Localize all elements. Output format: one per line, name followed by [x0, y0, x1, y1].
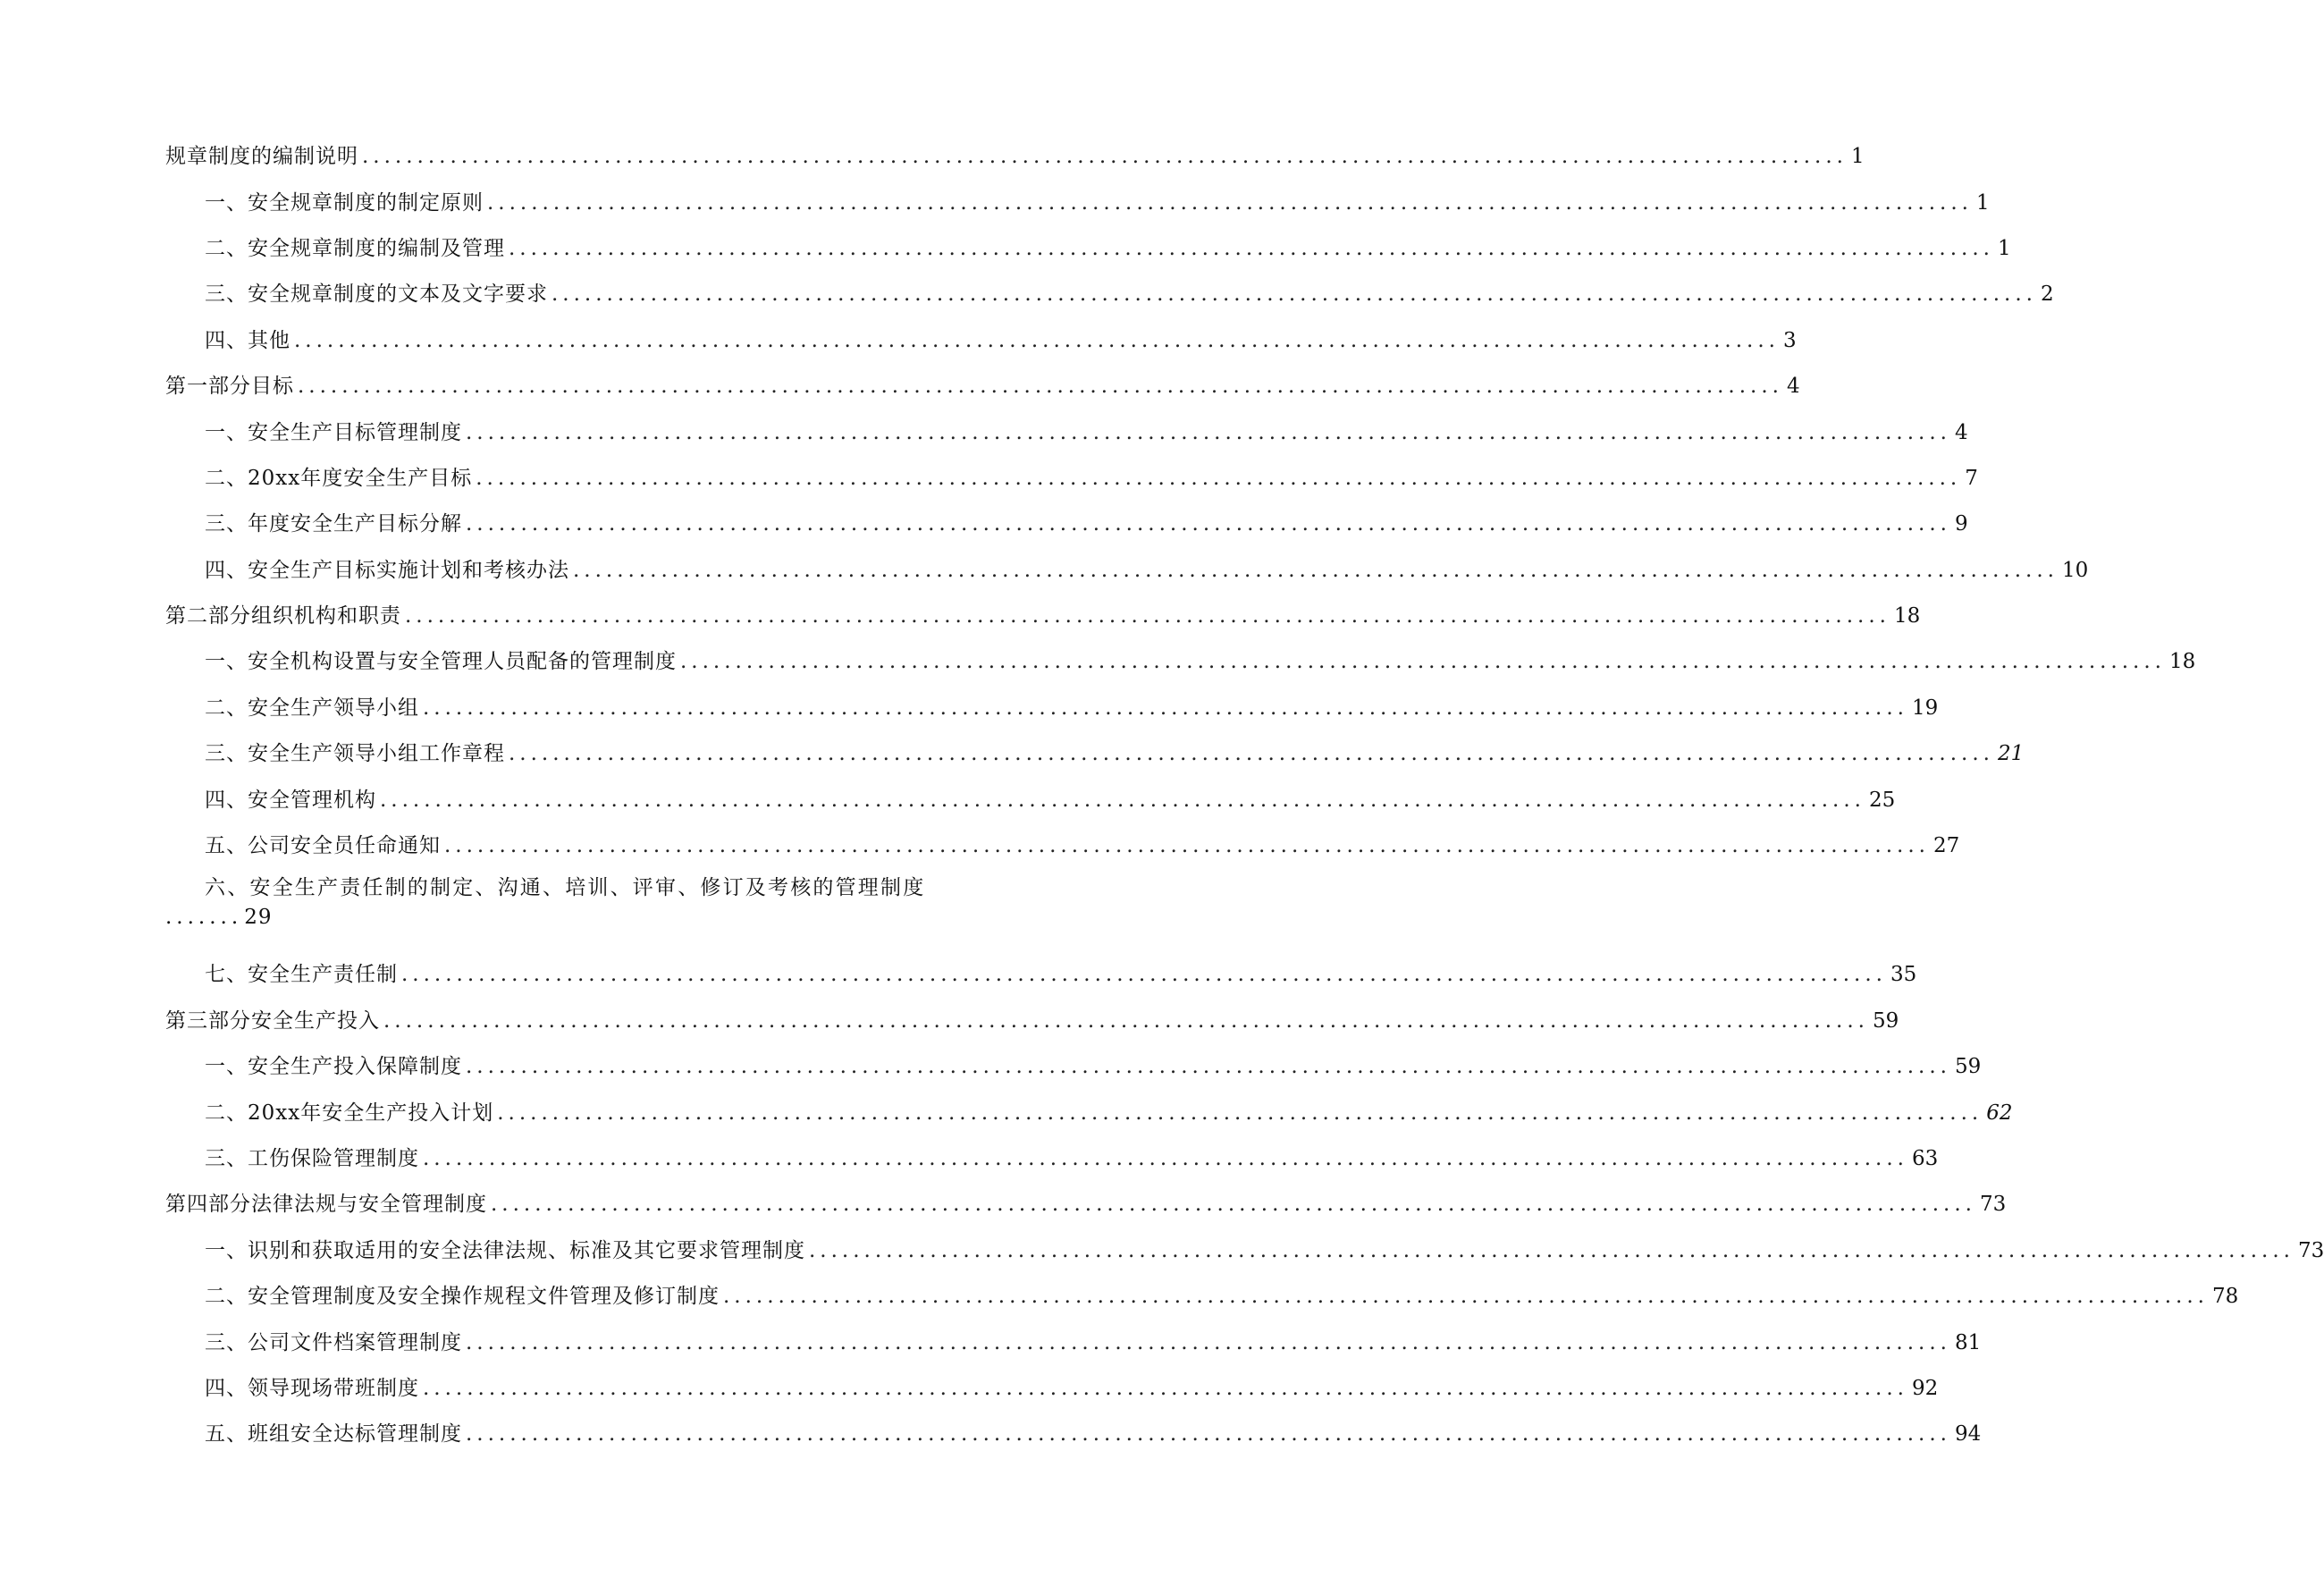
toc-entry-page: 1	[1998, 236, 2011, 260]
dot-leader: .......................................................................................................................................	[573, 558, 2059, 582]
toc-entry[interactable]	[165, 180, 1990, 225]
toc-entry-title: 一、安全生产投入保障制度	[205, 1055, 462, 1079]
toc-entry-page: 73	[1980, 1193, 2007, 1217]
toc-entry[interactable]	[165, 134, 1865, 180]
dot-leader: .......................................................................................................................................	[466, 1055, 1951, 1079]
toc-entry[interactable]	[165, 548, 2089, 594]
toc-entry[interactable]	[165, 952, 1917, 998]
toc-entry-page: 10	[2062, 558, 2089, 582]
toc-entry-title: 四、安全生产目标实施计划和考核办法	[205, 558, 569, 582]
dot-leader: .......................................................................................................................................	[552, 283, 2037, 307]
dot-leader: .......................................................................................................................................	[466, 512, 1951, 536]
dot-leader: .......................................................................................................................................	[680, 650, 2166, 674]
toc-entry-title: 三、公司文件档案管理制度	[205, 1330, 462, 1354]
toc-entry[interactable]	[165, 777, 1896, 822]
toc-entry-page: 3	[1783, 328, 1797, 352]
toc-entry-page: 1	[1851, 145, 1865, 169]
toc-entry[interactable]	[165, 686, 1939, 731]
dot-leader: .......................................................................................................................................	[383, 1008, 1869, 1033]
toc-entry-title: 四、领导现场带班制度	[205, 1376, 419, 1400]
toc-entry[interactable]	[165, 878, 943, 952]
toc-entry-page: 4	[1955, 420, 1968, 444]
dot-leader: .......................................................................................................................................	[362, 145, 1848, 169]
dot-leader: .......	[165, 906, 243, 930]
toc-entry-title: 一、安全规章制度的制定原则	[205, 190, 484, 215]
toc-entry-page: 18	[1894, 604, 1921, 628]
toc-entry-title: 三、年度安全生产目标分解	[205, 512, 462, 536]
toc-entry-title: 第一部分目标	[165, 375, 294, 399]
dot-leader: .......................................................................................................................................	[401, 963, 1887, 987]
toc-entry-title: 第三部分安全生产投入	[165, 1008, 380, 1033]
toc-entry-title: 六、安全生产责任制的制定、沟通、培训、评审、修订及考核的管理制度	[205, 876, 926, 900]
dot-leader: .......................................................................................................................................	[466, 420, 1951, 444]
dot-leader: .......................................................................................................................................	[405, 604, 1890, 628]
dot-leader: .......................................................................................................................................	[423, 1376, 1908, 1400]
toc-entry-page: 94	[1955, 1422, 1982, 1447]
dot-leader: .......................................................................................................................................	[294, 328, 1780, 352]
dot-leader: .......................................................................................................................................	[509, 742, 1994, 766]
toc-entry[interactable]	[165, 999, 1899, 1044]
toc-entry[interactable]	[165, 502, 1968, 547]
toc-entry[interactable]	[165, 364, 1800, 409]
toc-entry-continuation	[165, 907, 943, 928]
toc-entry-title: 二、安全管理制度及安全操作规程文件管理及修订制度	[205, 1285, 720, 1309]
toc-entry[interactable]	[165, 639, 2196, 685]
dot-leader: .......................................................................................................................................	[497, 1101, 1983, 1125]
toc-entry-title: 第四部分法律法规与安全管理制度	[165, 1193, 487, 1217]
toc-entry-page: 35	[1890, 963, 1917, 987]
toc-entry-page: 18	[2169, 650, 2196, 674]
toc-entry[interactable]	[165, 823, 1960, 869]
toc-entry[interactable]	[165, 1182, 2007, 1227]
toc-entry-title: 一、安全机构设置与安全管理人员配备的管理制度	[205, 650, 677, 674]
toc-entry-title: 二、安全规章制度的编制及管理	[205, 236, 505, 260]
toc-entry-title: 一、识别和获取适用的安全法律法规、标准及其它要求管理制度	[205, 1238, 805, 1262]
toc-entry-title: 三、安全生产领导小组工作章程	[205, 742, 505, 766]
toc-entry-page: 1	[1976, 190, 1990, 215]
dot-leader: .......................................................................................................................................	[491, 1193, 1976, 1217]
toc-entry-title: 四、其他	[205, 328, 290, 352]
toc-entry-page: 29	[244, 906, 273, 930]
dot-leader: .......................................................................................................................................	[809, 1238, 2295, 1262]
dot-leader: .......................................................................................................................................	[444, 834, 1930, 858]
toc-entry[interactable]	[165, 272, 2054, 317]
toc-entry-title: 四、安全管理机构	[205, 788, 376, 812]
dot-leader: .......................................................................................................................................	[423, 696, 1908, 720]
toc-entry-page: 81	[1955, 1330, 1982, 1354]
toc-entry[interactable]	[165, 1090, 2013, 1135]
toc-entry-page: 27	[1933, 834, 1960, 858]
toc-entry-title: 三、安全规章制度的文本及文字要求	[205, 283, 548, 307]
toc-entry[interactable]	[165, 1228, 2324, 1274]
dot-leader: .......................................................................................................................................	[509, 236, 1994, 260]
toc-entry[interactable]	[165, 409, 1968, 455]
toc-entry-page: 73	[2298, 1238, 2324, 1262]
toc-entry-title: 五、公司安全员任命通知	[205, 834, 441, 858]
dot-leader: .......................................................................................................................................	[423, 1147, 1908, 1170]
toc-entry-page: 7	[1965, 466, 1978, 490]
toc-entry[interactable]	[165, 1320, 1982, 1365]
toc-entry[interactable]	[165, 226, 2011, 272]
dot-leader: .......................................................................................................................................	[476, 466, 1962, 490]
toc-entry[interactable]	[165, 731, 2025, 777]
toc-entry[interactable]	[165, 456, 1978, 502]
toc-entry-page: 21	[1998, 742, 2025, 766]
toc-entry-page: 25	[1869, 788, 1896, 812]
toc-entry-page: 59	[1873, 1008, 1899, 1033]
dot-leader: .......................................................................................................................................	[466, 1422, 1951, 1447]
toc-entry-title: 七、安全生产责任制	[205, 963, 398, 987]
toc-entry[interactable]	[165, 1274, 2239, 1320]
dot-leader: .......................................................................................................................................	[380, 788, 1865, 812]
table-of-contents	[165, 134, 2324, 1458]
toc-entry-title: 二、20xx年安全生产投入计划	[205, 1101, 494, 1125]
dot-leader: .......................................................................................................................................	[298, 375, 1783, 399]
toc-entry-page: 63	[1912, 1147, 1939, 1170]
dot-leader: .......................................................................................................................................	[723, 1285, 2209, 1309]
dot-leader: .......................................................................................................................................	[487, 190, 1973, 215]
toc-entry-title: 一、安全生产目标管理制度	[205, 420, 462, 444]
toc-entry[interactable]	[165, 1366, 1939, 1412]
toc-entry[interactable]	[165, 1412, 1982, 1457]
toc-entry-title: 第二部分组织机构和职责	[165, 604, 401, 628]
toc-entry-page: 19	[1912, 696, 1939, 720]
toc-entry-page: 9	[1955, 512, 1968, 536]
toc-entry-page: 2	[2041, 283, 2054, 307]
toc-entry-page: 78	[2212, 1285, 2239, 1309]
toc-entry-title: 五、班组安全达标管理制度	[205, 1422, 462, 1447]
toc-entry[interactable]	[165, 318, 1797, 364]
toc-entry[interactable]	[165, 594, 1921, 639]
toc-entry[interactable]	[165, 1044, 1982, 1090]
toc-entry-page: 62	[1986, 1101, 2013, 1125]
toc-entry-title: 规章制度的编制说明	[165, 145, 358, 169]
toc-entry-title: 二、安全生产领导小组	[205, 696, 419, 720]
dot-leader: .......................................................................................................................................	[466, 1330, 1951, 1354]
toc-entry-title: 二、20xx年度安全生产目标	[205, 466, 473, 490]
toc-entry-page: 59	[1955, 1055, 1982, 1079]
toc-entry-title: 三、工伤保险管理制度	[205, 1147, 419, 1170]
toc-entry[interactable]	[165, 1136, 1939, 1182]
toc-entry-page: 92	[1912, 1376, 1939, 1400]
toc-entry-page: 4	[1787, 375, 1800, 399]
